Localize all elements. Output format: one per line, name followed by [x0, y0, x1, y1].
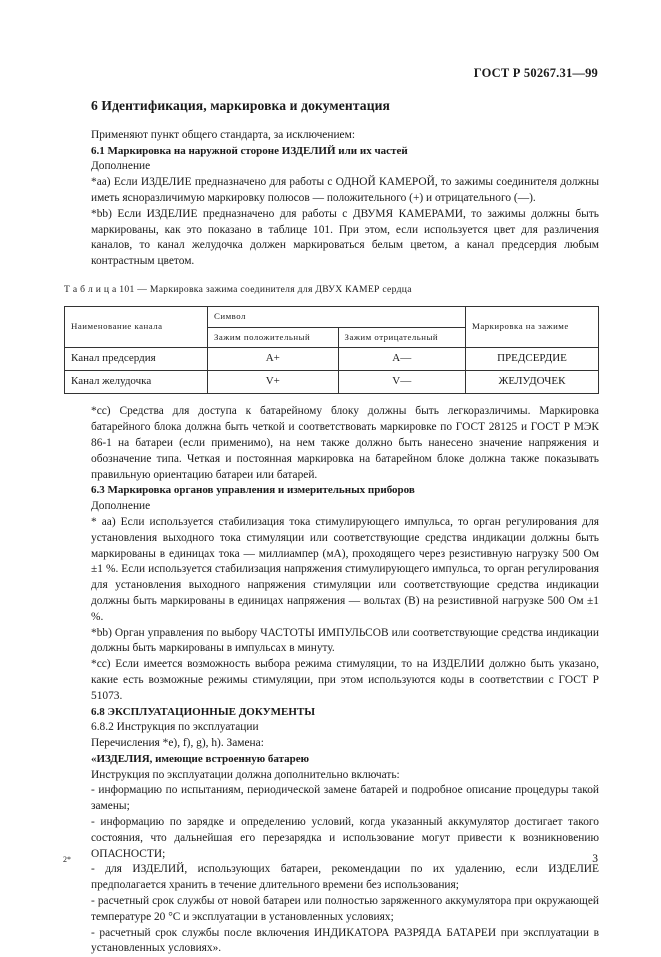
table-row — [65, 371, 599, 394]
cell-mark: ПРЕДСЕРДИЕ — [466, 348, 599, 371]
col-header-name: Наименование канала — [65, 306, 208, 348]
list-item: - расчетный срок службы после включения ИНДИКАТОРА РАЗРЯДА БАТАРЕИ при эксплуатации в установленных условиях». — [91, 926, 599, 955]
list-item: - для ИЗДЕЛИЙ, использующих батареи, рекомендации по их удалению, если ИЗДЕЛИЕ предполагается хранить в течение длительного времени без использования; — [91, 863, 599, 892]
clause-6-1-heading: 6.1 Маркировка на наружной стороне ИЗДЕЛИЙ или их частей — [91, 144, 408, 157]
intro-paragraph: Применяют пункт общего стандарта, за исключением: — [91, 128, 355, 141]
list-item: - информацию по испытаниям, периодической замене батарей и подробное описание процедуры такой замены; — [91, 784, 599, 813]
col-header-positive: Зажим положительный — [208, 327, 339, 348]
clause-aa-2: * аа) Если используется стабилизация тока стимулирующего импульса, то орган регулирования для установления выходного тока стимуляции или соответствующие средства индикации должны быть маркированы в единицах тока — миллиампер (мА), проходящего через резистивную нагрузку 500 Ом ±1 %. Если используется стабилизация напряжения стимулирующего импульса, то орган регулирования для установления выходного напряжения стимуляции или соответствующие средства индикации должны быть маркированы в единицах напряжения — вольтах (В) на резистивной нагрузке 500 Ом ±1 %. — [91, 515, 599, 623]
sheet-mark: 2* — [63, 855, 71, 864]
col-header-symbol: Символ — [208, 306, 466, 327]
instructions-intro: Инструкция по эксплуатации должна дополнительно включать: — [91, 768, 400, 781]
section-title: 6 Идентификация, маркировка и документация — [91, 98, 391, 113]
col-header-negative: Зажим отрицательный — [338, 327, 465, 348]
clause-6-8-2: 6.8.2 Инструкция по эксплуатации — [91, 721, 259, 734]
table-row — [65, 348, 599, 371]
cell-mark: ЖЕЛУДОЧЕК — [466, 371, 599, 394]
list-item: - информацию по зарядке и определению условий, когда указанный аккумулятор достигает такого состояния, что дальнейшая его перезарядка и использование могут привести к возникновению ОПАСНОСТИ; — [91, 816, 599, 860]
addition-label-2: Дополнение — [91, 500, 151, 513]
marking-table — [64, 306, 599, 395]
cell-positive: A+ — [208, 348, 339, 371]
col-header-mark: Маркировка на зажиме — [466, 306, 599, 348]
page-number: 3 — [592, 853, 598, 865]
content — [64, 98, 599, 957]
enumeration-replacement: Перечисления *e), f), g), h). Замена: — [91, 737, 264, 750]
clause-aa: *аа) Если ИЗДЕЛИЕ предназначено для работы с ОДНОЙ КАМЕРОЙ, то зажимы соединителя должны иметь ясноразличимую маркировку полюсов — положительного (+) и отрицательного (—). — [91, 176, 599, 204]
cell-negative: A— — [338, 348, 465, 371]
standard-header: ГОСТ Р 50267.31—99 — [473, 66, 598, 80]
clause-cc-2: *cc) Если имеется возможность выбора режима стимуляции, то на ИЗДЕЛИИ должно быть указано, какие есть возможные режимы стимуляции, при этом используются коды в соответствии с ГОСТ Р 51073. — [91, 658, 599, 702]
cell-negative: V— — [338, 371, 465, 394]
clause-6-3-heading: 6.3 Маркировка органов управления и измерительных приборов — [91, 484, 415, 497]
addition-label: Дополнение — [91, 160, 151, 173]
cell-positive: V+ — [208, 371, 339, 394]
cell-name: Канал предсердия — [65, 348, 208, 371]
cell-name: Канал желудочка — [65, 371, 208, 394]
battery-heading: «ИЗДЕЛИЯ, имеющие встроенную батарею — [91, 752, 310, 765]
clause-cc: *cc) Средства для доступа к батарейному блоку должны быть легкоразличимы. Маркировка батарейного блока должна быть четкой и соответствовать маркировке по ГОСТ 28125 и ГОСТ Р МЭК 86-1 на батареи (если применимо), на нем также должно быть нанесено значение напряжения и обозначение типа. Четкая и постоянная маркировка на батарейном блоке должна также показывать правильную ориентацию батареи или батарей. — [91, 405, 599, 481]
list-item: - расчетный срок службы от новой батареи или полностью заряженного аккумулятора при окружающей температуре 20 °С и эксплуатации в установленных условиях; — [91, 895, 599, 923]
clause-bb: *bb) Если ИЗДЕЛИЕ предназначено для работы с ДВУМЯ КАМЕРАМИ, то зажимы должны быть маркированы, как это показано в таблице 101. При этом, если используется цвет для различения каналов, то канал желудочка должен маркироваться белым цветом, а канал предсердия любым контрастным цветом. — [91, 207, 599, 268]
clause-6-8-heading: 6.8 ЭКСПЛУАТАЦИОННЫЕ ДОКУМЕНТЫ — [91, 705, 316, 718]
table-caption: Т а б л и ц а 101 — Маркировка зажима соединителя для ДВУХ КАМЕР сердца — [64, 283, 412, 295]
clause-bb-2: *bb) Орган управления по выбору ЧАСТОТЫ ИМПУЛЬСОВ или соответствующие средства индикации должны быть маркированы в импульсах в минуту. — [91, 626, 599, 655]
